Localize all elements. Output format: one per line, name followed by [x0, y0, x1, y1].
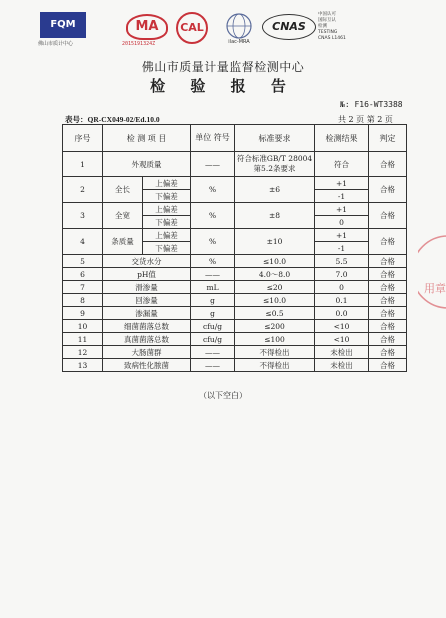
cell-result: -1 [315, 242, 369, 255]
cell-seq: 6 [63, 268, 103, 281]
cell-result: 符合 [315, 152, 369, 177]
cell-result: 0 [315, 216, 369, 229]
cell-unit: % [191, 255, 235, 268]
cell-seq: 1 [63, 152, 103, 177]
cma-logo: MA [126, 14, 168, 40]
cal-logo: CAL [176, 12, 208, 44]
cell-item: 滑渗量 [103, 281, 191, 294]
cell-item: 条质量 [103, 229, 143, 255]
cell-seq: 2 [63, 177, 103, 203]
cell-judgement: 合格 [369, 255, 407, 268]
cell-subitem: 下偏差 [143, 242, 191, 255]
cell-item: 致病性化脓菌 [103, 359, 191, 372]
cell-result: <10 [315, 333, 369, 346]
cell-requirement: ≤100 [235, 333, 315, 346]
cell-requirement: ±8 [235, 203, 315, 229]
cell-judgement: 合格 [369, 307, 407, 320]
cell-seq: 12 [63, 346, 103, 359]
table-row [63, 152, 407, 177]
cell-item: 细菌菌落总数 [103, 320, 191, 333]
cell-unit: % [191, 177, 235, 203]
cell-requirement: ±6 [235, 177, 315, 203]
cell-requirement: ≤10.0 [235, 294, 315, 307]
cell-seq: 10 [63, 320, 103, 333]
cell-unit: g [191, 307, 235, 320]
cell-requirement: ±10 [235, 229, 315, 255]
cell-judgement: 合格 [369, 152, 407, 177]
organization-name: 佛山市质量计量监督检测中心 [141, 60, 305, 74]
form-number: 表号：QR-CX049-02/Ed.10.0 [65, 115, 160, 124]
table-row [63, 203, 407, 216]
cell-subitem: 上偏差 [143, 229, 191, 242]
cell-judgement: 合格 [369, 203, 407, 229]
fqm-subtitle: 佛山市质计中心 [38, 41, 74, 47]
cell-unit: —— [191, 268, 235, 281]
results-table [62, 124, 407, 372]
cell-seq: 5 [63, 255, 103, 268]
cell-subitem: 下偏差 [143, 190, 191, 203]
cell-item: 渗漏量 [103, 307, 191, 320]
fqm-logo: FQM [40, 12, 86, 38]
cnas-logo: CNAS [262, 14, 316, 40]
cell-judgement: 合格 [369, 359, 407, 372]
cell-requirement: 不得检出 [235, 359, 315, 372]
cell-result: 0.1 [315, 294, 369, 307]
cell-unit: g [191, 294, 235, 307]
cell-result: -1 [315, 190, 369, 203]
cell-subitem: 上偏差 [143, 177, 191, 190]
header-unit: 单位 符号 [191, 125, 235, 152]
cell-result: 7.0 [315, 268, 369, 281]
cell-result: 5.5 [315, 255, 369, 268]
header-requirement: 标准要求 [235, 125, 315, 152]
table-row [63, 268, 407, 281]
cell-item: 外观质量 [103, 152, 191, 177]
cell-seq: 13 [63, 359, 103, 372]
cell-item: 全长 [103, 177, 143, 203]
cell-result: +1 [315, 229, 369, 242]
cell-judgement: 合格 [369, 281, 407, 294]
cell-unit: % [191, 229, 235, 255]
header-seq: 序号 [63, 125, 103, 152]
cell-requirement: ≤10.0 [235, 255, 315, 268]
svg-text:ilac-MRA: ilac-MRA [228, 39, 250, 44]
cell-item: 回渗量 [103, 294, 191, 307]
cell-item: 大肠菌群 [103, 346, 191, 359]
cell-unit: cfu/g [191, 320, 235, 333]
cell-subitem: 下偏差 [143, 216, 191, 229]
cell-seq: 8 [63, 294, 103, 307]
cell-result: 0.0 [315, 307, 369, 320]
table-row [63, 255, 407, 268]
cell-item: 交货水分 [103, 255, 191, 268]
report-number: №: F16-WT3388 [340, 100, 403, 109]
cell-result: 未检出 [315, 359, 369, 372]
cell-unit: % [191, 203, 235, 229]
cell-judgement: 合格 [369, 294, 407, 307]
cell-seq: 9 [63, 307, 103, 320]
cell-requirement: 4.0～8.0 [235, 268, 315, 281]
table-row [63, 346, 407, 359]
cell-requirement: ≤20 [235, 281, 315, 294]
cell-requirement: ≤0.5 [235, 307, 315, 320]
cell-unit: —— [191, 346, 235, 359]
cell-judgement: 合格 [369, 268, 407, 281]
header-judgement: 判定 [369, 125, 407, 152]
svg-text:用章: 用章 [424, 282, 446, 295]
table-row [63, 294, 407, 307]
cma-number: 2015191324Z [122, 41, 156, 47]
cell-item: 全宽 [103, 203, 143, 229]
cell-result: <10 [315, 320, 369, 333]
blank-below-note: （以下空白） [199, 391, 247, 400]
cell-unit: —— [191, 359, 235, 372]
cell-unit: mL [191, 281, 235, 294]
table-row [63, 359, 407, 372]
cell-seq: 4 [63, 229, 103, 255]
cell-requirement: 不得检出 [235, 346, 315, 359]
cell-requirement: 符合标准GB/T 28004第5.2条要求 [235, 152, 315, 177]
cell-result: +1 [315, 203, 369, 216]
cell-judgement: 合格 [369, 346, 407, 359]
table-row [63, 333, 407, 346]
table-row [63, 307, 407, 320]
cnas-caption: 中国认可 国际互认 检测 TESTING CNAS L1461 [318, 12, 346, 41]
page-info: 共 2 页 第 2 页 [338, 115, 393, 124]
cell-judgement: 合格 [369, 229, 407, 255]
cell-requirement: ≤200 [235, 320, 315, 333]
cell-result: 0 [315, 281, 369, 294]
table-row [63, 177, 407, 190]
report-title: 检 验 报 告 [150, 77, 296, 95]
table-header-row [63, 125, 407, 152]
cell-item: pH值 [103, 268, 191, 281]
header-result: 检测结果 [315, 125, 369, 152]
header-item: 检 测 项 目 [103, 125, 191, 152]
table-row [63, 320, 407, 333]
table-row [63, 281, 407, 294]
cell-seq: 11 [63, 333, 103, 346]
cell-judgement: 合格 [369, 320, 407, 333]
cell-item: 真菌菌落总数 [103, 333, 191, 346]
ilac-mra-logo [222, 12, 256, 44]
official-seal-stamp [418, 232, 446, 312]
cell-unit: —— [191, 152, 235, 177]
cell-unit: cfu/g [191, 333, 235, 346]
table-row [63, 229, 407, 242]
cell-subitem: 上偏差 [143, 203, 191, 216]
cell-judgement: 合格 [369, 333, 407, 346]
cell-seq: 3 [63, 203, 103, 229]
cell-result: +1 [315, 177, 369, 190]
cell-result: 未检出 [315, 346, 369, 359]
cell-judgement: 合格 [369, 177, 407, 203]
cell-seq: 7 [63, 281, 103, 294]
